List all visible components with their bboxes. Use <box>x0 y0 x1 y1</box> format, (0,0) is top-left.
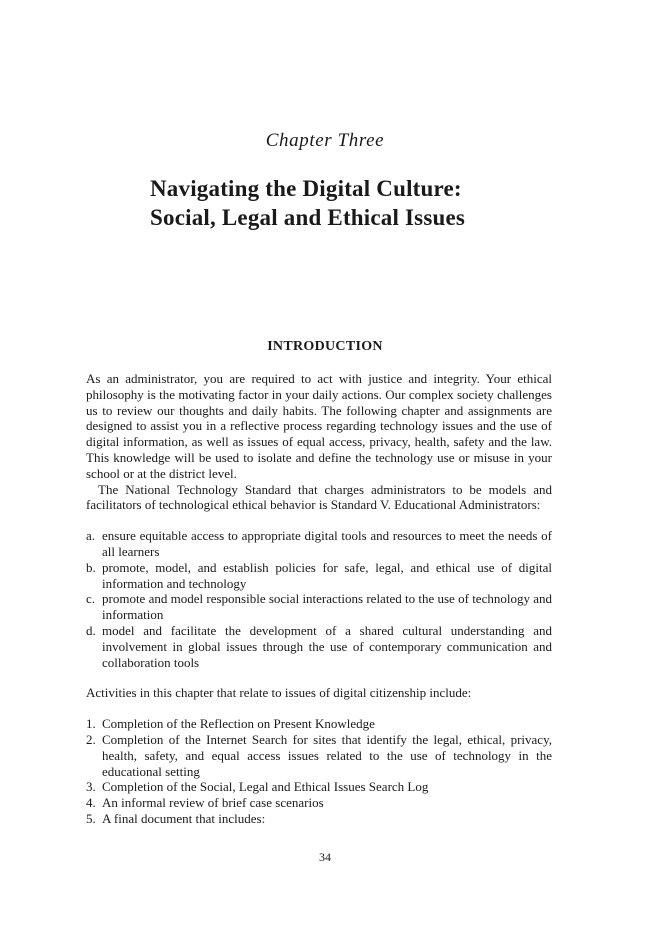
list-item <box>86 560 552 592</box>
list-item <box>86 795 552 811</box>
activities-intro-paragraph: Activities in this chapter that relate to issues of digital citizenship include: <box>86 685 472 701</box>
list-marker: 4. <box>86 795 96 811</box>
list-item-text: promote, model, and establish policies for safe, legal, and ethical use of digital information and technology <box>102 559 552 591</box>
list-item <box>86 732 552 779</box>
list-item <box>86 779 552 795</box>
list-item-text: ensure equitable access to appropriate digital tools and resources to meet the needs of all learners <box>102 528 552 559</box>
list-item-text: Completion of the Social, Legal and Ethical Issues Search Log <box>102 779 429 795</box>
list-marker: 1. <box>86 716 96 732</box>
list-item <box>86 716 552 732</box>
chapter-title <box>150 174 590 232</box>
list-item <box>86 811 552 827</box>
intro-paragraph: As an administrator, you are required to act with justice and integrity. Your ethical philosophy is the motivating factor in your daily actions. Our complex society challenges us to review our thoughts and daily habits. The following chapter and assignments are designed to assist you in a reflective process regarding technology issues and the use of digital information, as well as issues of equal access, privacy, health, safety and the law. This knowledge will be used to isolate and define the technology use or misuse in your school or at the district level. <box>86 371 552 481</box>
list-marker: 5. <box>86 810 96 826</box>
list-item <box>86 591 552 623</box>
list-item-text: An informal review of brief case scenarios <box>102 795 324 811</box>
section-heading: INTRODUCTION <box>267 339 383 354</box>
standard-list <box>86 528 552 670</box>
list-marker: b. <box>86 559 96 575</box>
list-item-text: model and facilitate the development of a shared cultural understanding and involvement in global issues through the use of contemporary communication and collaboration tools <box>102 622 552 670</box>
list-marker: 3. <box>86 779 96 795</box>
list-item-text: A final document that includes: <box>102 810 266 826</box>
chapter-label: Chapter Three <box>265 130 385 151</box>
list-item-text: Completion of the Reflection on Present Knowledge <box>102 716 375 732</box>
body-text <box>86 371 552 827</box>
list-item <box>86 623 552 670</box>
list-marker: 2. <box>86 731 96 747</box>
list-item-text: promote and model responsible social interactions related to the use of technology and information <box>102 591 552 623</box>
standard-paragraph: The National Technology Standard that charges administrators to be models and facilitators of technological ethical behavior is Standard V. Educational Administrators: <box>86 481 552 513</box>
list-marker: c. <box>86 591 96 607</box>
chapter-title-line-2: Social, Legal and Ethical Issues <box>150 205 466 230</box>
list-marker: d. <box>86 622 96 638</box>
list-item-text: Completion of the Internet Search for sites that identify the legal, ethical, privacy, health, safety, and equal access issues related to the use of technology in the educational setting <box>102 731 552 779</box>
list-item <box>86 528 552 560</box>
list-marker: a. <box>86 528 96 544</box>
activities-list <box>86 716 552 827</box>
page-number: 34 <box>319 850 331 864</box>
chapter-title-line-1: Navigating the Digital Culture: <box>150 176 462 201</box>
